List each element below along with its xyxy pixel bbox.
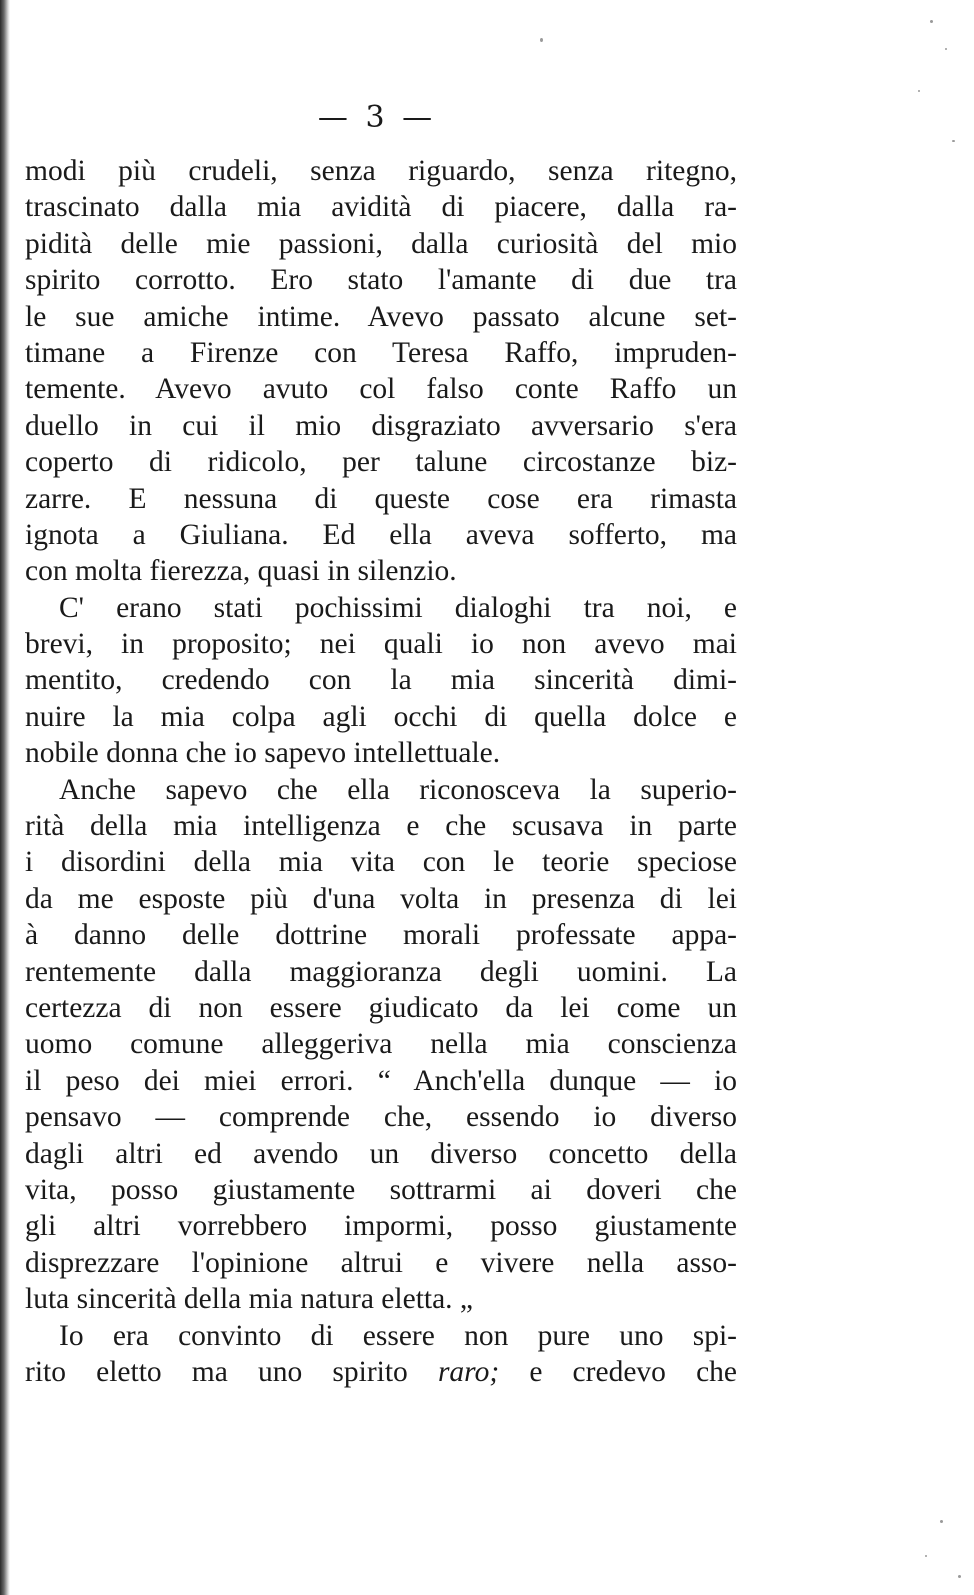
text-line: zarre. E nessuna di queste cose era rimasta xyxy=(25,482,737,515)
text-line: mentito, credendo con la mia sincerità dimi- xyxy=(25,664,737,697)
text-line: ignota a Giuliana. Ed ella aveva sofferto, ma xyxy=(25,518,737,551)
text-line: timane a Firenze con Teresa Raffo, impruden- xyxy=(25,336,737,369)
text-line: certezza di non essere giudicato da lei come un xyxy=(25,991,737,1024)
text-line: nuire la mia colpa agli occhi di quella dolce e xyxy=(25,700,737,733)
text-line: nobile donna che io sapevo intellettuale. xyxy=(25,737,501,770)
body-text xyxy=(25,153,737,1390)
text-line: pidità delle mie passioni, dalla curiosità del mio xyxy=(25,227,737,260)
text-line: duello in cui il mio disgraziato avversario s'era xyxy=(25,409,737,442)
text-line: modi più crudeli, senza riguardo, senza ritegno, xyxy=(25,155,737,187)
text-line: il peso dei miei errori. “ Anch'ella dunque — io xyxy=(25,1064,737,1097)
text-line: rità della mia intelligenza e che scusava in parte xyxy=(25,810,737,843)
binding-shadow xyxy=(0,0,10,1595)
text-line: coperto di ridicolo, per talune circostanze biz- xyxy=(25,446,737,479)
text-line: dagli altri ed avendo un diverso concetto della xyxy=(25,1137,737,1170)
page-number: — 3 — xyxy=(317,100,437,135)
text-line: i disordini della mia vita con le teorie speciose xyxy=(25,846,737,879)
text-line: disprezzare l'opinione altrui e vivere nella asso- xyxy=(25,1246,737,1279)
text-line: trascinato dalla mia avidità di piacere, dalla ra- xyxy=(25,191,737,224)
text-line: rentemente dalla maggioranza degli uomini. La xyxy=(25,955,737,988)
italic-word: raro; xyxy=(437,1355,500,1388)
text-line: da me esposte più d'una volta in presenza di lei xyxy=(25,882,737,915)
text-line: Io era convinto di essere non pure uno spi- xyxy=(59,1319,737,1352)
text-line: à danno delle dottrine morali professate appa- xyxy=(25,919,737,952)
text-segment: rito eletto ma uno spirito xyxy=(25,1355,408,1388)
text-line: uomo comune alleggeriva nella mia conscienza xyxy=(25,1028,737,1061)
text-line: luta sincerità della mia natura eletta. „ xyxy=(25,1283,474,1316)
text-line: brevi, in proposito; nei quali io non avevo mai xyxy=(25,628,737,661)
text-line: con molta fierezza, quasi in silenzio. xyxy=(25,555,457,588)
text-line: Anche sapevo che ella riconosceva la superio- xyxy=(59,773,737,806)
text-line: gli altri vorrebbero impormi, posso giustamente xyxy=(25,1210,737,1243)
text-line-mixed xyxy=(25,1354,737,1390)
text-line: C' erano stati pochissimi dialoghi tra noi, e xyxy=(59,591,737,624)
text-line: le sue amiche intime. Avevo passato alcune set- xyxy=(25,300,737,333)
text-line: pensavo — comprende che, essendo io diverso xyxy=(25,1101,737,1134)
text-line: temente. Avevo avuto col falso conte Raffo un xyxy=(25,373,737,406)
text-line: spirito corrotto. Ero stato l'amante di due tra xyxy=(25,264,737,297)
text-line: vita, posso giustamente sottrarmi ai doveri che xyxy=(25,1173,737,1206)
text-segment: e credevo che xyxy=(529,1355,738,1388)
